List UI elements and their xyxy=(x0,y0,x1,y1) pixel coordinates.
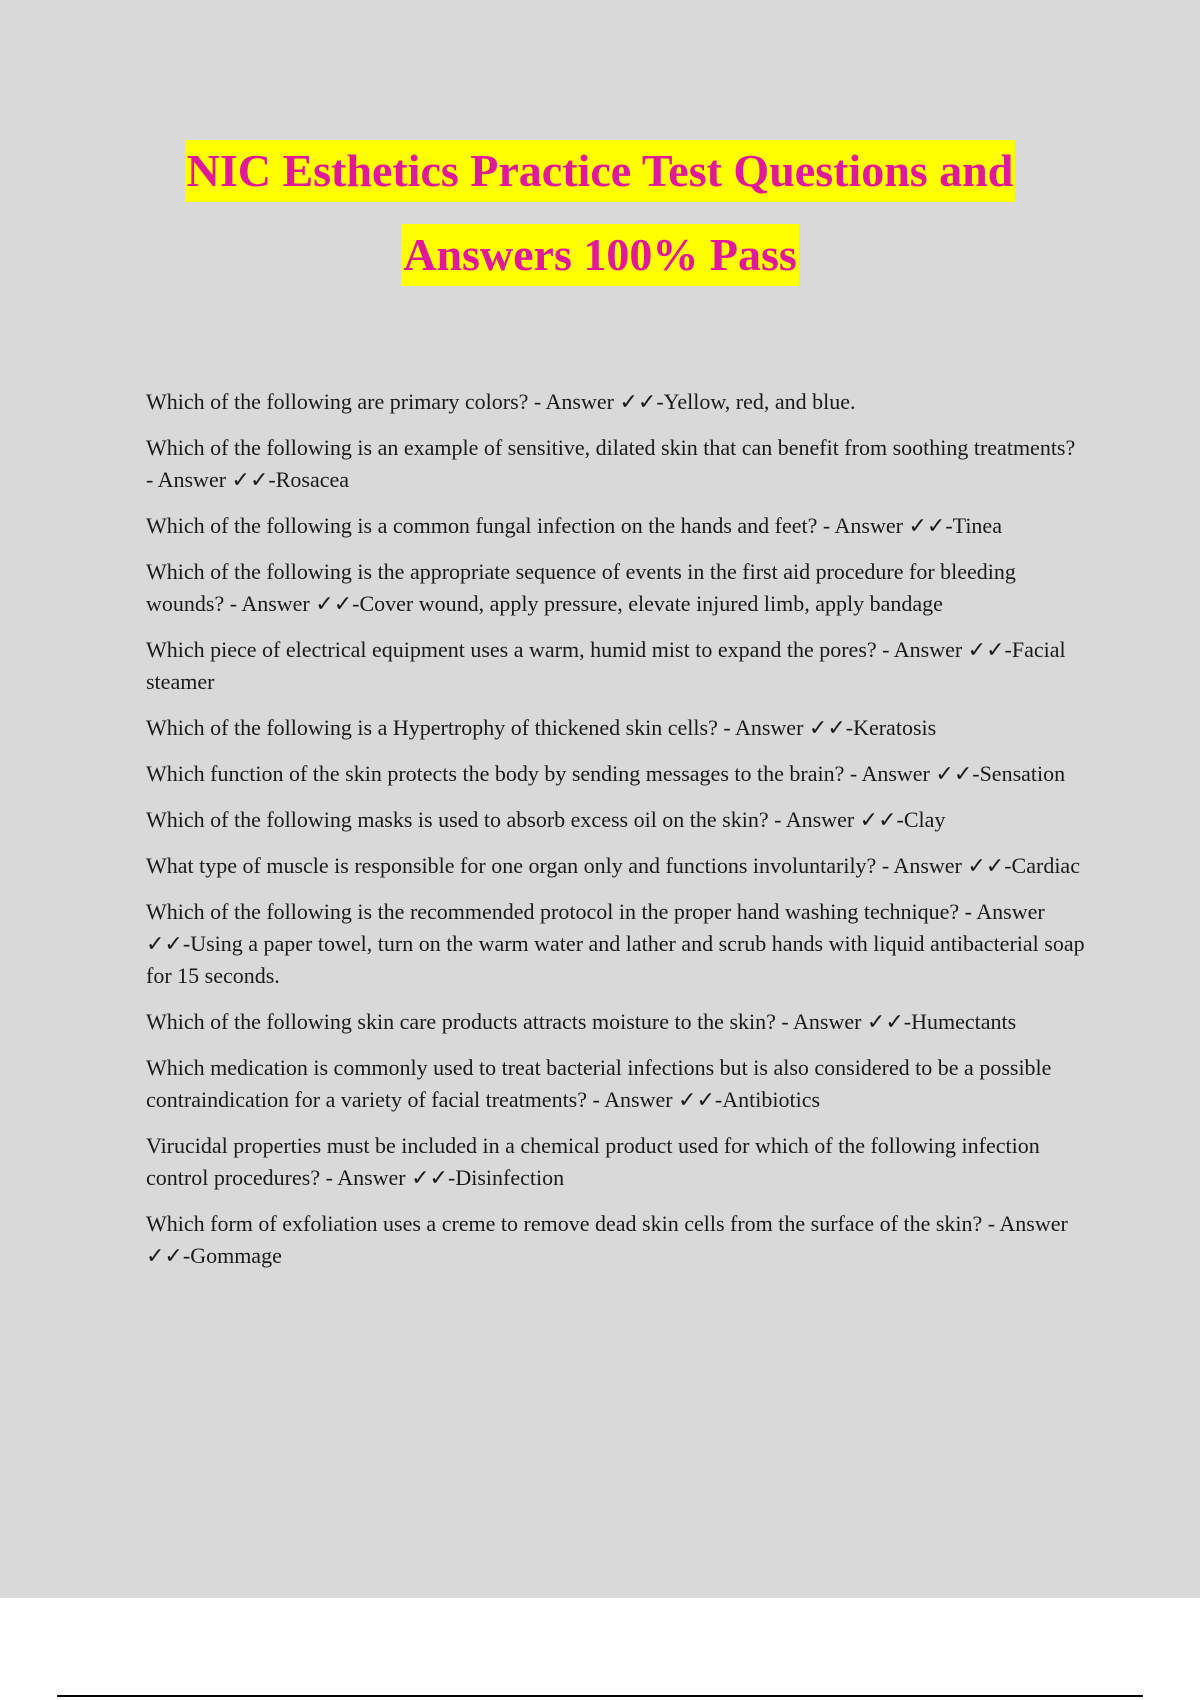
qa-item: What type of muscle is responsible for one organ only and functions involuntarily? - Answer ✓✓-Cardiac xyxy=(146,853,1080,878)
qa-item: Which piece of electrical equipment uses a warm, humid mist to expand the pores? - Answer ✓✓-Facial steamer xyxy=(146,637,1066,694)
qa-item: Which of the following masks is used to absorb excess oil on the skin? - Answer ✓✓-Clay xyxy=(146,807,946,832)
qa-item: Which of the following is an example of sensitive, dilated skin that can benefit from soothing treatments? - Answer ✓✓-Rosacea xyxy=(146,435,1076,492)
title-line-2: Answers 100% Pass xyxy=(401,224,799,286)
qa-item: Which of the following is the recommended protocol in the proper hand washing technique? - Answer ✓✓-Using a paper towel, turn on the warm water and lather and scrub hands with liquid antibacterial soap for 15 seconds. xyxy=(146,899,1085,988)
qa-item: Which of the following is a Hypertrophy of thickened skin cells? - Answer ✓✓-Keratosis xyxy=(146,715,937,740)
qa-item: Virucidal properties must be included in a chemical product used for which of the following infection control procedures? - Answer ✓✓-Disinfection xyxy=(146,1133,1040,1190)
qa-item: Which of the following are primary colors? - Answer ✓✓-Yellow, red, and blue. xyxy=(146,389,856,414)
title-line-1: NIC Esthetics Practice Test Questions and xyxy=(185,140,1016,202)
qa-item: Which of the following is a common fungal infection on the hands and feet? - Answer ✓✓-Tinea xyxy=(146,513,1002,538)
qa-item: Which function of the skin protects the body by sending messages to the brain? - Answer ✓✓-Sensation xyxy=(146,761,1066,786)
document-title xyxy=(0,140,1200,308)
qa-item: Which of the following skin care products attracts moisture to the skin? - Answer ✓✓-Humectants xyxy=(146,1009,1017,1034)
qa-item: Which medication is commonly used to treat bacterial infections but is also considered to be a possible contraindication for a variety of facial treatments? - Answer ✓✓-Antibiotics xyxy=(146,1055,1052,1112)
qa-item: Which of the following is the appropriate sequence of events in the first aid procedure for bleeding wounds? - Answer ✓✓-Cover wound, apply pressure, elevate injured limb, apply bandage xyxy=(146,559,1016,616)
footer-divider xyxy=(57,1695,1143,1697)
question-answer-list xyxy=(146,386,1086,1286)
qa-item: Which form of exfoliation uses a creme to remove dead skin cells from the surface of the skin? - Answer ✓✓-Gommage xyxy=(146,1211,1068,1268)
